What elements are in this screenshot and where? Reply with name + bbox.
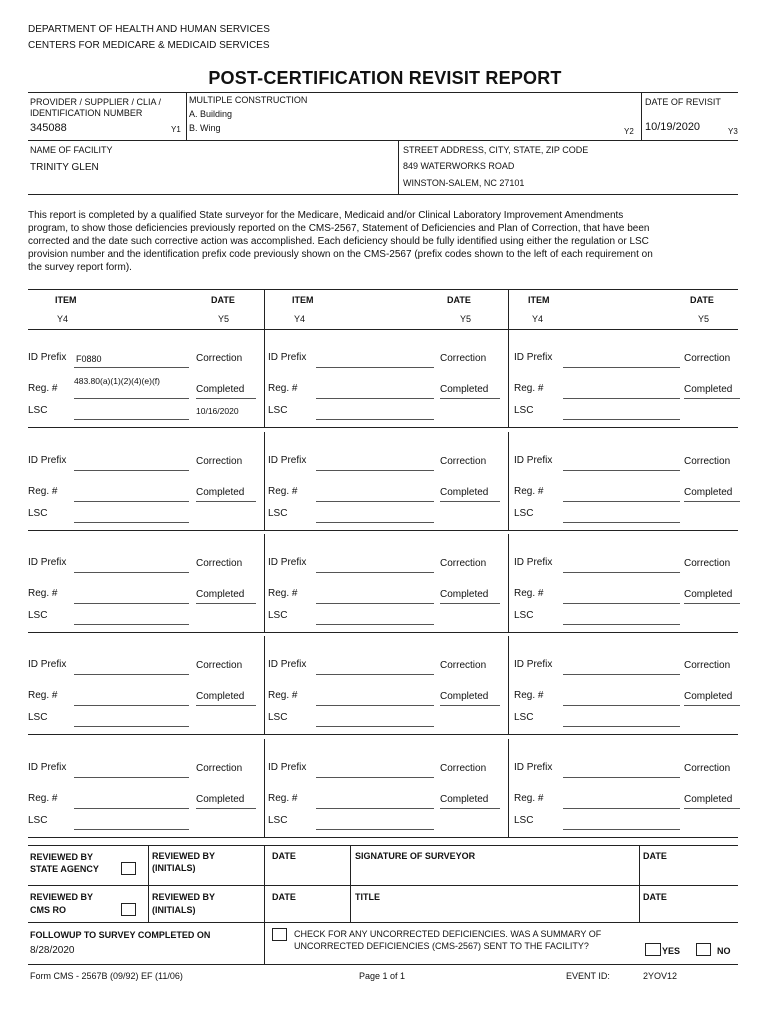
reviewed-initials-label-1: REVIEWED BY	[152, 851, 216, 861]
intro-line: provision number and the identification prefix code previously shown on the CMS-2567 (prefix codes shown to the left of each requirement on	[28, 249, 653, 260]
entry-r1-c2-completed-field[interactable]	[440, 398, 500, 399]
entry-1-completed-date[interactable]: 10/16/2020	[196, 406, 239, 416]
review-date-label: DATE	[272, 851, 296, 861]
entry-r5-c3-lsc-field[interactable]	[563, 829, 680, 830]
entry-r2-c2-completed-field[interactable]	[440, 501, 500, 502]
entry-r2-c1-correction-label: Correction	[196, 456, 243, 467]
column-divider	[508, 739, 509, 837]
row-separator	[28, 632, 738, 633]
dept-line-2: CENTERS FOR MEDICARE & MEDICAID SERVICES	[28, 40, 270, 51]
entry-r1-c3-id-prefix-label: ID Prefix	[514, 352, 553, 363]
entry-r3-c2-completed-label: Completed	[440, 589, 489, 600]
address-line-1[interactable]: 849 WATERWORKS ROAD	[403, 161, 515, 171]
column-divider	[508, 432, 509, 530]
entry-r2-c2-reg-field[interactable]	[316, 501, 434, 502]
reviewed-initials-label-2: (INITIALS)	[152, 863, 196, 873]
signature-label: SIGNATURE OF SURVEYOR	[355, 851, 476, 861]
intro-line: corrected and the date such corrective action was accomplished. Each deficiency should be fully identified using either the regulation or LSC	[28, 236, 649, 247]
entry-r5-c3-reg-label: Reg. #	[514, 793, 544, 804]
yes-label: YES	[662, 946, 681, 956]
review2-date-label: DATE	[272, 892, 296, 902]
entry-r5-c3-lsc-label: LSC	[514, 815, 534, 826]
reviewed-state-agency-label-2: STATE AGENCY	[30, 864, 99, 874]
entry-r3-c1-lsc-field[interactable]	[74, 624, 189, 625]
entry-r4-c3-lsc-field[interactable]	[563, 726, 680, 727]
entry-r2-c1-lsc-label: LSC	[28, 508, 48, 519]
entry-r4-c2-id-prefix-field[interactable]	[316, 674, 434, 675]
entry-r4-c2-completed-field[interactable]	[440, 705, 500, 706]
entry-r1-c2-id-prefix-label: ID Prefix	[268, 352, 307, 363]
col-y5-1: Y5	[218, 314, 230, 324]
divider	[639, 845, 640, 922]
state-agency-initials-box[interactable]	[121, 862, 136, 875]
rule	[28, 964, 738, 965]
entry-r1-c1-reg-field[interactable]	[74, 398, 189, 399]
entry-r4-c2-reg-field[interactable]	[316, 705, 434, 706]
column-divider	[264, 534, 265, 632]
entry-r2-c1-completed-label: Completed	[196, 487, 245, 498]
entry-r4-c3-reg-field[interactable]	[563, 705, 680, 706]
entry-r3-c3-completed-label: Completed	[684, 589, 733, 600]
yes-checkbox[interactable]	[645, 943, 661, 956]
column-divider	[508, 636, 509, 734]
entry-r3-c3-completed-field[interactable]	[684, 603, 740, 604]
entry-r1-c3-id-prefix-field[interactable]	[563, 367, 680, 368]
entry-r5-c3-id-prefix-field[interactable]	[563, 777, 680, 778]
event-id-label: EVENT ID:	[566, 971, 610, 981]
entry-r4-c3-id-prefix-label: ID Prefix	[514, 659, 553, 670]
entry-r3-c3-reg-field[interactable]	[563, 603, 680, 604]
signature-date-label: DATE	[643, 851, 667, 861]
entry-r2-c2-lsc-label: LSC	[268, 508, 288, 519]
entry-r3-c1-completed-label: Completed	[196, 589, 245, 600]
col-date-3: DATE	[690, 295, 714, 305]
entry-r5-c1-lsc-field[interactable]	[74, 829, 189, 830]
rule	[28, 289, 738, 290]
intro-paragraph	[28, 209, 653, 274]
row-separator	[28, 530, 738, 531]
facility-name-label: NAME OF FACILITY	[30, 145, 113, 155]
entry-r5-c1-completed-label: Completed	[196, 794, 245, 805]
entry-r2-c1-completed-field[interactable]	[196, 501, 256, 502]
y1-code: Y1	[171, 125, 181, 134]
intro-line: This report is completed by a qualified State surveyor for the Medicare, Medicaid and/or Clinical Laboratory Improvement Amendments	[28, 210, 624, 221]
dept-line-1: DEPARTMENT OF HEALTH AND HUMAN SERVICES	[28, 24, 270, 35]
entry-r4-c1-reg-field[interactable]	[74, 705, 189, 706]
date-of-revisit-label: DATE OF REVISIT	[645, 97, 721, 107]
column-divider	[264, 636, 265, 734]
entry-r5-c1-reg-field[interactable]	[74, 808, 189, 809]
entry-r2-c3-reg-label: Reg. #	[514, 486, 544, 497]
followup-label: FOLLOWUP TO SURVEY COMPLETED ON	[30, 930, 211, 940]
entry-r1-c2-completed-label: Completed	[440, 384, 489, 395]
entry-r5-c2-id-prefix-label: ID Prefix	[268, 762, 307, 773]
provider-id-label-2: IDENTIFICATION NUMBER	[30, 108, 143, 118]
entry-r5-c3-id-prefix-label: ID Prefix	[514, 762, 553, 773]
row-separator	[28, 734, 738, 735]
rule	[28, 329, 738, 330]
event-id-value: 2YOV12	[643, 971, 678, 981]
rule	[28, 140, 738, 141]
rule	[28, 922, 738, 923]
entry-r3-c3-id-prefix-field[interactable]	[563, 572, 680, 573]
col-y4-1: Y4	[57, 314, 69, 324]
entry-r1-c3-correction-label: Correction	[684, 353, 731, 364]
entry-r3-c3-id-prefix-label: ID Prefix	[514, 557, 553, 568]
no-label: NO	[717, 946, 731, 956]
entry-r4-c1-id-prefix-label: ID Prefix	[28, 659, 67, 670]
entry-r1-c1-lsc-label: LSC	[28, 405, 48, 416]
entry-r1-c2-lsc-label: LSC	[268, 405, 288, 416]
entry-r4-c2-correction-label: Correction	[440, 660, 487, 671]
entry-r4-c2-id-prefix-label: ID Prefix	[268, 659, 307, 670]
entry-r5-c3-completed-field[interactable]	[684, 808, 740, 809]
multiple-construction-label: MULTIPLE CONSTRUCTION	[189, 95, 308, 105]
entry-r5-c3-reg-field[interactable]	[563, 808, 680, 809]
entry-r1-c3-completed-label: Completed	[684, 384, 733, 395]
entry-r5-c1-lsc-label: LSC	[28, 815, 48, 826]
check-text-line-1: CHECK FOR ANY UNCORRECTED DEFICIENCIES. WAS A SUMMARY OF	[294, 929, 602, 939]
entry-r3-c1-id-prefix-label: ID Prefix	[28, 557, 67, 568]
wing-label: B. Wing	[189, 123, 221, 133]
entry-r1-c3-reg-label: Reg. #	[514, 383, 544, 394]
col-item-1: ITEM	[55, 295, 77, 305]
entry-r1-c1-id-prefix-label: ID Prefix	[28, 352, 67, 363]
entry-r5-c1-completed-field[interactable]	[196, 808, 256, 809]
address-line-2[interactable]: WINSTON-SALEM, NC 27101	[403, 178, 525, 188]
entry-r5-c1-id-prefix-field[interactable]	[74, 777, 189, 778]
form-number: Form CMS - 2567B (09/92) EF (11/06)	[30, 971, 183, 981]
entry-r2-c2-completed-label: Completed	[440, 487, 489, 498]
divider	[186, 92, 187, 140]
page-title: POST-CERTIFICATION REVISIT REPORT	[208, 68, 562, 88]
provider-id-value[interactable]: 345088	[30, 122, 67, 134]
entry-r5-c2-lsc-label: LSC	[268, 815, 288, 826]
facility-name-value[interactable]: TRINITY GLEN	[30, 162, 99, 173]
title-label: TITLE	[355, 892, 380, 902]
row-separator	[28, 427, 738, 428]
entry-r1-c2-reg-field[interactable]	[316, 398, 434, 399]
entry-r2-c1-id-prefix-label: ID Prefix	[28, 455, 67, 466]
column-divider	[264, 739, 265, 837]
entry-1-id-prefix[interactable]: F0880	[76, 354, 102, 364]
entry-r2-c2-correction-label: Correction	[440, 456, 487, 467]
entry-r3-c2-reg-field[interactable]	[316, 603, 434, 604]
entry-r3-c1-reg-field[interactable]	[74, 603, 189, 604]
entry-r3-c1-lsc-label: LSC	[28, 610, 48, 621]
col-date-1: DATE	[211, 295, 235, 305]
entry-r1-c1-id-prefix-field[interactable]	[74, 367, 189, 368]
entry-r1-c1-completed-label: Completed	[196, 384, 245, 395]
entry-r3-c2-reg-label: Reg. #	[268, 588, 298, 599]
entry-1-reg-number[interactable]: 483.80(a)(1)(2)(4)(e)(f)	[74, 376, 160, 386]
entry-r1-c1-completed-field[interactable]	[196, 398, 256, 399]
entry-r5-c2-id-prefix-field[interactable]	[316, 777, 434, 778]
entry-r2-c2-lsc-field[interactable]	[316, 522, 434, 523]
column-divider	[508, 534, 509, 632]
entry-r1-c1-reg-label: Reg. #	[28, 383, 58, 394]
entry-r2-c3-correction-label: Correction	[684, 456, 731, 467]
entry-r4-c3-correction-label: Correction	[684, 660, 731, 671]
row-separator	[28, 837, 738, 838]
entry-r5-c1-id-prefix-label: ID Prefix	[28, 762, 67, 773]
entry-r2-c3-lsc-label: LSC	[514, 508, 534, 519]
col-date-2: DATE	[447, 295, 471, 305]
intro-line: the survey report form).	[28, 262, 132, 273]
col-y5-2: Y5	[460, 314, 472, 324]
entry-r3-c1-reg-label: Reg. #	[28, 588, 58, 599]
entry-r4-c3-id-prefix-field[interactable]	[563, 674, 680, 675]
entry-r2-c3-completed-field[interactable]	[684, 501, 740, 502]
reviewed-initials2-label-1: REVIEWED BY	[152, 892, 216, 902]
entry-r4-c3-completed-field[interactable]	[684, 705, 740, 706]
col-y5-3: Y5	[698, 314, 710, 324]
column-divider	[264, 432, 265, 530]
entry-r4-c3-lsc-label: LSC	[514, 712, 534, 723]
entry-r2-c1-id-prefix-field[interactable]	[74, 470, 189, 471]
entry-r4-c1-lsc-label: LSC	[28, 712, 48, 723]
entry-r5-c2-completed-label: Completed	[440, 794, 489, 805]
entry-r3-c2-lsc-label: LSC	[268, 610, 288, 621]
entry-r1-c2-id-prefix-field[interactable]	[316, 367, 434, 368]
divider	[350, 845, 351, 922]
column-divider	[508, 329, 509, 427]
entry-r4-c2-lsc-label: LSC	[268, 712, 288, 723]
col-y4-3: Y4	[532, 314, 544, 324]
entry-r3-c3-lsc-field[interactable]	[563, 624, 680, 625]
entry-r2-c3-id-prefix-label: ID Prefix	[514, 455, 553, 466]
entry-r3-c3-reg-label: Reg. #	[514, 588, 544, 599]
entry-r4-c2-reg-label: Reg. #	[268, 690, 298, 701]
entry-r4-c1-completed-field[interactable]	[196, 705, 256, 706]
entry-r5-c2-correction-label: Correction	[440, 763, 487, 774]
entry-r1-c1-correction-label: Correction	[196, 353, 243, 364]
followup-date-value[interactable]: 8/28/2020	[30, 945, 75, 956]
entry-r2-c3-lsc-field[interactable]	[563, 522, 680, 523]
entry-r1-c2-lsc-field[interactable]	[316, 419, 434, 420]
entry-r5-c1-correction-label: Correction	[196, 763, 243, 774]
entry-r1-c3-lsc-field[interactable]	[563, 419, 680, 420]
entry-r3-c1-completed-field[interactable]	[196, 603, 256, 604]
entry-r3-c3-lsc-label: LSC	[514, 610, 534, 621]
rule	[28, 194, 738, 195]
entry-r1-c3-completed-field[interactable]	[684, 398, 740, 399]
divider	[148, 845, 149, 922]
title-date-label: DATE	[643, 892, 667, 902]
y3-code: Y3	[728, 127, 738, 136]
reviewed-initials2-label-2: (INITIALS)	[152, 905, 196, 915]
entry-r4-c3-reg-label: Reg. #	[514, 690, 544, 701]
entry-r2-c2-reg-label: Reg. #	[268, 486, 298, 497]
divider	[641, 92, 642, 140]
reviewed-state-agency-label-1: REVIEWED BY	[30, 852, 94, 862]
intro-line: program, to show those deficiencies previously reported on the CMS-2567, Statement of Deficiencies and Plan of Correction, that have been	[28, 223, 650, 234]
entry-r2-c1-reg-label: Reg. #	[28, 486, 58, 497]
check-text-line-2: UNCORRECTED DEFICIENCIES (CMS-2567) SENT TO THE FACILITY?	[294, 941, 589, 951]
entry-r4-c1-id-prefix-field[interactable]	[74, 674, 189, 675]
entry-r5-c3-correction-label: Correction	[684, 763, 731, 774]
entry-r3-c2-completed-field[interactable]	[440, 603, 500, 604]
entry-r4-c1-lsc-field[interactable]	[74, 726, 189, 727]
entry-r2-c2-id-prefix-label: ID Prefix	[268, 455, 307, 466]
entry-r2-c1-lsc-field[interactable]	[74, 522, 189, 523]
entry-r2-c2-id-prefix-field[interactable]	[316, 470, 434, 471]
column-divider	[264, 329, 265, 427]
page-number: Page 1 of 1	[359, 971, 406, 981]
divider	[398, 140, 399, 194]
cms-ro-initials-box[interactable]	[121, 903, 136, 916]
entry-r2-c3-completed-label: Completed	[684, 487, 733, 498]
entry-r5-c1-reg-label: Reg. #	[28, 793, 58, 804]
reviewed-cms-ro-label-1: REVIEWED BY	[30, 892, 94, 902]
rule	[28, 885, 738, 886]
entry-r3-c3-correction-label: Correction	[684, 558, 731, 569]
divider	[508, 289, 509, 329]
rule	[28, 92, 738, 93]
entry-r3-c2-id-prefix-label: ID Prefix	[268, 557, 307, 568]
entry-r4-c3-completed-label: Completed	[684, 691, 733, 702]
entry-r4-c1-reg-label: Reg. #	[28, 690, 58, 701]
no-checkbox[interactable]	[696, 943, 711, 956]
divider	[264, 845, 265, 964]
col-item-2: ITEM	[292, 295, 314, 305]
entry-r3-c1-id-prefix-field[interactable]	[74, 572, 189, 573]
entry-r3-c2-correction-label: Correction	[440, 558, 487, 569]
entry-r4-c2-completed-label: Completed	[440, 691, 489, 702]
entry-r1-c3-reg-field[interactable]	[563, 398, 680, 399]
entry-r2-c1-reg-field[interactable]	[74, 501, 189, 502]
entry-r5-c2-lsc-field[interactable]	[316, 829, 434, 830]
entry-r2-c3-reg-field[interactable]	[563, 501, 680, 502]
entry-r1-c1-lsc-field[interactable]	[74, 419, 189, 420]
entry-r3-c1-correction-label: Correction	[196, 558, 243, 569]
rule	[28, 845, 738, 846]
date-of-revisit-value[interactable]: 10/19/2020	[645, 121, 701, 133]
address-label: STREET ADDRESS, CITY, STATE, ZIP CODE	[403, 145, 589, 155]
provider-id-label-1: PROVIDER / SUPPLIER / CLIA /	[30, 97, 162, 107]
entry-r2-c3-id-prefix-field[interactable]	[563, 470, 680, 471]
entry-r4-c2-lsc-field[interactable]	[316, 726, 434, 727]
entry-r1-c2-correction-label: Correction	[440, 353, 487, 364]
entry-r4-c1-completed-label: Completed	[196, 691, 245, 702]
col-item-3: ITEM	[528, 295, 550, 305]
building-label: A. Building	[189, 109, 233, 119]
entry-r3-c2-id-prefix-field[interactable]	[316, 572, 434, 573]
entry-r5-c3-completed-label: Completed	[684, 794, 733, 805]
entry-r1-c2-reg-label: Reg. #	[268, 383, 298, 394]
divider	[264, 289, 265, 329]
reviewed-cms-ro-label-2: CMS RO	[30, 905, 66, 915]
uncorrected-checkbox[interactable]	[272, 928, 287, 941]
entry-r3-c2-lsc-field[interactable]	[316, 624, 434, 625]
entry-r4-c1-correction-label: Correction	[196, 660, 243, 671]
entry-r5-c2-reg-label: Reg. #	[268, 793, 298, 804]
entry-r5-c2-completed-field[interactable]	[440, 808, 500, 809]
y2-code: Y2	[624, 127, 634, 136]
col-y4-2: Y4	[294, 314, 306, 324]
entry-r1-c3-lsc-label: LSC	[514, 405, 534, 416]
entry-r5-c2-reg-field[interactable]	[316, 808, 434, 809]
